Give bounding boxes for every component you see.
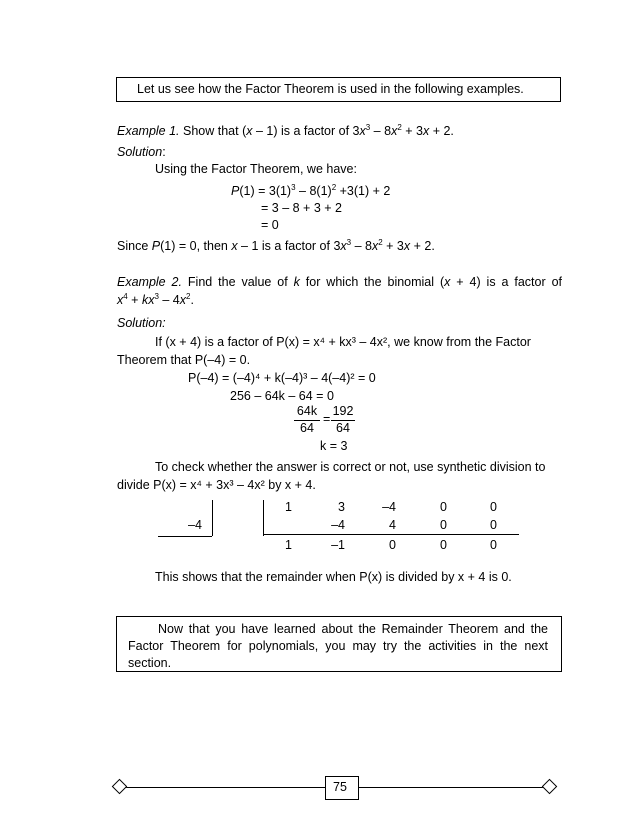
footer-diamond-right-icon [542, 779, 558, 795]
synthetic-result-line [263, 534, 519, 535]
example1-statement: Example 1. Show that (x – 1) is a factor of $3x^3 - 8x^2 + 3x + 2$. [117, 122, 454, 138]
example1-label: Example 1. [117, 124, 180, 138]
synthetic-r3-c3: 0 [389, 538, 396, 552]
synthetic-r1-c4: 0 [440, 500, 447, 514]
example2-theorem-line: Theorem that P(–4) = 0. [117, 353, 251, 367]
fraction-equals: = [323, 412, 331, 426]
example2-check-line2: divide P(x) = x⁴ + 3x³ – 4x² by x + 4. [117, 478, 316, 492]
synthetic-r3-c4: 0 [440, 538, 447, 552]
synthetic-r1-c1: 1 [285, 500, 292, 514]
example2-statement-line2: $x^4 + kx^3 - 4x^2$. [117, 291, 194, 307]
closing-text: Now that you have learned about the Remainder Theorem and the Factor Theorem for polynomials, you may try the activities in the next section. [128, 622, 548, 670]
example2-check-line1: To check whether the answer is correct or not, use synthetic division to [155, 460, 546, 474]
example2-eq2: 256 – 64k – 64 = 0 [230, 389, 334, 403]
footer-rule-right [358, 787, 548, 788]
synthetic-r1-c5: 0 [490, 500, 497, 514]
example1-conclusion: Since P(1) = 0, then x – 1 is a factor of $3x^3 - 8x^2 + 3x + 2$. [117, 237, 435, 253]
synthetic-r2-c2: –4 [331, 518, 345, 532]
example2-eq1: P(–4) = (–4)⁴ + k(–4)³ – 4(–4)² = 0 [188, 371, 376, 385]
footer-rule-left [121, 787, 326, 788]
synthetic-r1-c3: –4 [382, 500, 396, 514]
example1-using: Using the Factor Theorem, we have: [155, 162, 357, 176]
synthetic-r3-c5: 0 [490, 538, 497, 552]
fraction-right-numerator: 192 [332, 404, 354, 418]
example1-line3: = 0 [261, 218, 279, 232]
synthetic-r3-c1: 1 [285, 538, 292, 552]
fraction-right-denominator: 64 [336, 421, 350, 435]
intro-text: Let us see how the Factor Theorem is used in the following examples. [137, 82, 524, 96]
example1-solution-label: Solution: [117, 145, 166, 159]
footer-diamond-left-icon [112, 779, 128, 795]
example2-solution-label: Solution: [117, 316, 166, 330]
example2-if-line: If (x + 4) is a factor of P(x) = x⁴ + kx³ – 4x², we know from the Factor [155, 335, 531, 349]
fraction-left-numerator: 64k [296, 404, 318, 418]
synthetic-divisor: –4 [188, 518, 202, 532]
page-number: 75 [333, 780, 347, 794]
fraction-left-denominator: 64 [300, 421, 314, 435]
synthetic-r3-c2: –1 [331, 538, 345, 552]
synthetic-left-underline [158, 536, 212, 537]
synthetic-r2-c5: 0 [490, 518, 497, 532]
example1-line1: $P(1) = 3(1)^3 - 8(1)^2 +3(1) + 2$ [231, 182, 391, 198]
synthetic-divisor-line [212, 500, 213, 536]
example1-line2: = 3 – 8 + 3 + 2 [261, 201, 342, 215]
synthetic-r2-c4: 0 [440, 518, 447, 532]
synthetic-r1-c2: 3 [338, 500, 345, 514]
synthetic-r2-c3: 4 [389, 518, 396, 532]
remainder-text: This shows that the remainder when P(x) is divided by x + 4 is 0. [155, 570, 512, 584]
example2-result: k = 3 [320, 439, 348, 453]
example2-statement-line1: Example 2. Find the value of k for which the binomial (x + 4) is a factor of [117, 275, 562, 289]
